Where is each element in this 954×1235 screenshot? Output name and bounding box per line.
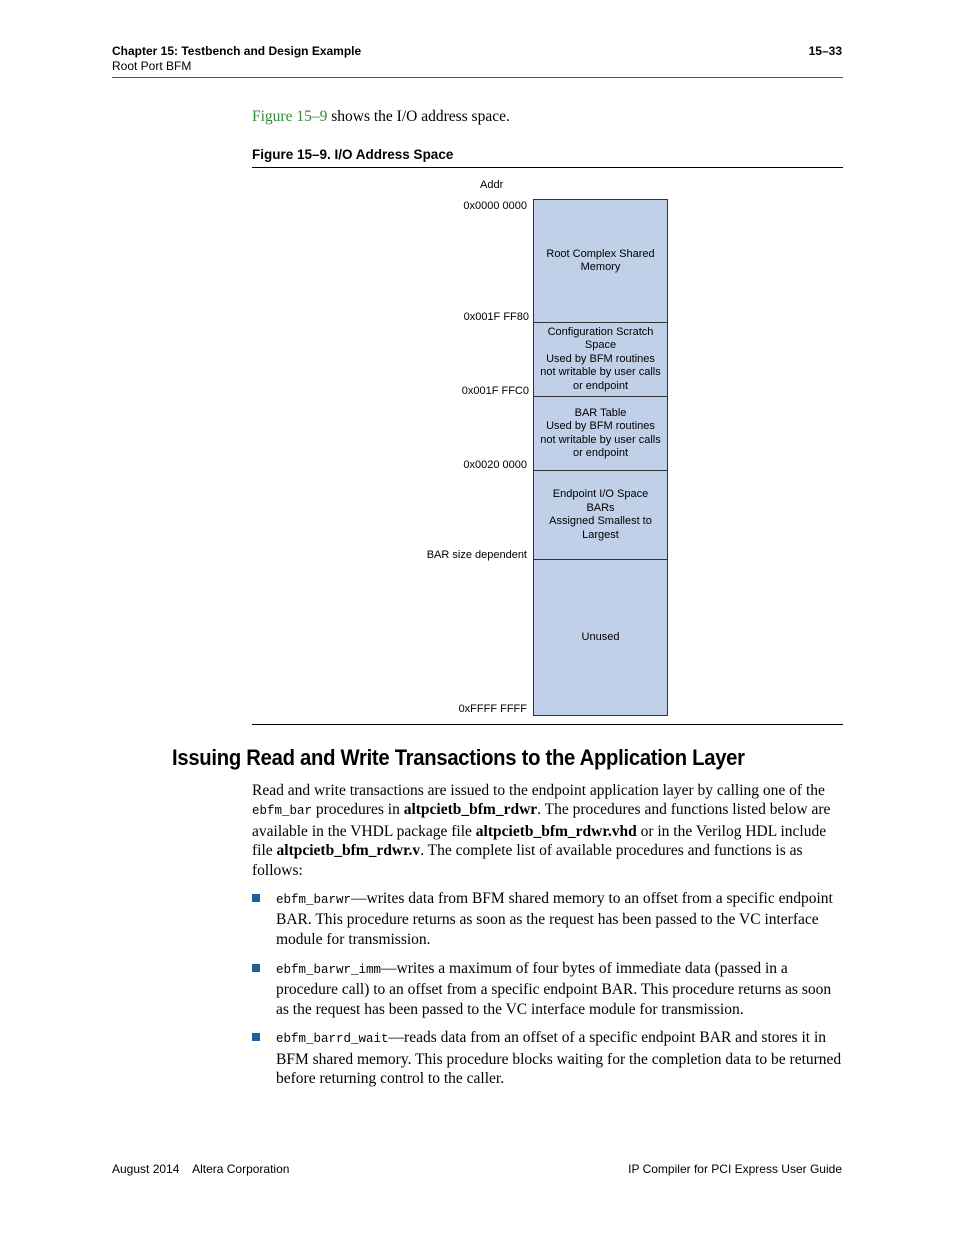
code-run: ebfm_barwr_imm bbox=[276, 962, 382, 977]
body-paragraph bbox=[252, 781, 842, 880]
region-line: BAR Table bbox=[574, 406, 627, 419]
figure-caption: Figure 15–9. I/O Address Space bbox=[252, 147, 454, 162]
region-bar-table bbox=[533, 396, 668, 471]
region-configuration-scratch-space bbox=[533, 322, 668, 397]
region-line: not writable by user calls bbox=[540, 366, 661, 379]
text-run: . The complete list of available procedures and functions is as follows: bbox=[252, 842, 803, 879]
page-number: 15–33 bbox=[808, 44, 842, 58]
code-run: ebfm_barwr bbox=[276, 893, 352, 908]
text-run: procedures in bbox=[312, 801, 404, 819]
procedure-list bbox=[252, 889, 842, 1089]
region-line: Configuration Scratch bbox=[547, 325, 654, 338]
bold-run: altpcietb_bfm_rdwr.v bbox=[276, 842, 421, 860]
region-line: Used by BFM routines bbox=[546, 352, 655, 365]
region-endpoint-io-space bbox=[533, 470, 668, 560]
address-label: 0xFFFF FFFF bbox=[458, 703, 527, 715]
bullet-square-icon bbox=[252, 894, 260, 902]
text-run: Read and write transactions are issued to the endpoint application layer by calling one of the bbox=[252, 782, 825, 799]
code-run: ebfm_barrd_wait bbox=[276, 1032, 389, 1047]
text-run: —reads data from an offset of a specific endpoint BAR and stores it in BFM shared memory. This procedure blocks waiting for the completion data to be returned before returning control to the caller. bbox=[276, 1029, 842, 1088]
bold-run: altpcietb_bfm_rdwr.vhd bbox=[475, 822, 637, 840]
region-line: Unused bbox=[581, 630, 620, 643]
address-label: 0x0000 0000 bbox=[463, 200, 527, 212]
footer-right: IP Compiler for PCI Express User Guide bbox=[628, 1162, 842, 1176]
intro-text: shows the I/O address space. bbox=[327, 108, 510, 125]
address-label: BAR size dependent bbox=[426, 549, 527, 561]
running-header-section: Root Port BFM bbox=[112, 59, 192, 73]
figure-rule-top bbox=[252, 167, 843, 168]
code-run: ebfm_bar bbox=[252, 804, 313, 819]
intro-paragraph bbox=[252, 108, 510, 126]
running-header-chapter: Chapter 15: Testbench and Design Example bbox=[112, 44, 362, 58]
region-line: Endpoint I/O Space bbox=[552, 488, 649, 500]
figure-rule-bottom bbox=[252, 724, 843, 725]
text-run: or in the Verilog HDL include file bbox=[252, 822, 827, 860]
figure-link[interactable]: Figure 15–9 bbox=[252, 108, 328, 125]
text-run: . The procedures and functions listed below are available in the VHDL package file bbox=[252, 801, 831, 840]
text-run: —writes a maximum of four bytes of immediate data (passed in a procedure call) to an offset from a specific endpoint BAR. This procedure returns as soon as the request has been passed to the VC interface module for transmission. bbox=[276, 959, 832, 1018]
region-line: BARs bbox=[586, 501, 615, 514]
region-root-complex-shared-memory bbox=[533, 199, 668, 323]
region-line: or endpoint bbox=[572, 447, 629, 459]
region-line: Largest bbox=[582, 528, 619, 541]
list-item bbox=[252, 889, 842, 949]
header-rule bbox=[112, 77, 843, 78]
address-label: 0x001F FF80 bbox=[463, 311, 529, 323]
region-line: or endpoint bbox=[572, 379, 629, 392]
list-item bbox=[252, 959, 842, 1019]
region-unused bbox=[533, 559, 668, 716]
list-item bbox=[252, 1028, 842, 1088]
footer-left: August 2014 Altera Corporation bbox=[112, 1162, 290, 1176]
bullet-square-icon bbox=[252, 964, 260, 972]
bullet-square-icon bbox=[252, 1033, 260, 1041]
region-line: Used by BFM routines bbox=[546, 420, 655, 432]
region-line: Root Complex Shared bbox=[546, 247, 655, 260]
section-body bbox=[252, 781, 842, 1098]
addr-column-header: Addr bbox=[480, 179, 504, 191]
address-label: 0x0020 0000 bbox=[463, 459, 527, 471]
address-label: 0x001F FFC0 bbox=[461, 385, 529, 397]
bold-run: altpcietb_bfm_rdwr bbox=[403, 801, 538, 819]
region-line: Space bbox=[584, 339, 617, 352]
region-line: not writable by user calls bbox=[540, 433, 661, 446]
region-line: Memory bbox=[580, 261, 621, 273]
text-run: —writes data from BFM shared memory to an offset from a specific endpoint BAR. This procedure returns as soon as the request has been passed to the VC interface module for transmission. bbox=[276, 890, 833, 948]
section-heading: Issuing Read and Write Transactions to the Application Layer bbox=[172, 745, 745, 770]
region-line: Assigned Smallest to bbox=[549, 515, 652, 527]
